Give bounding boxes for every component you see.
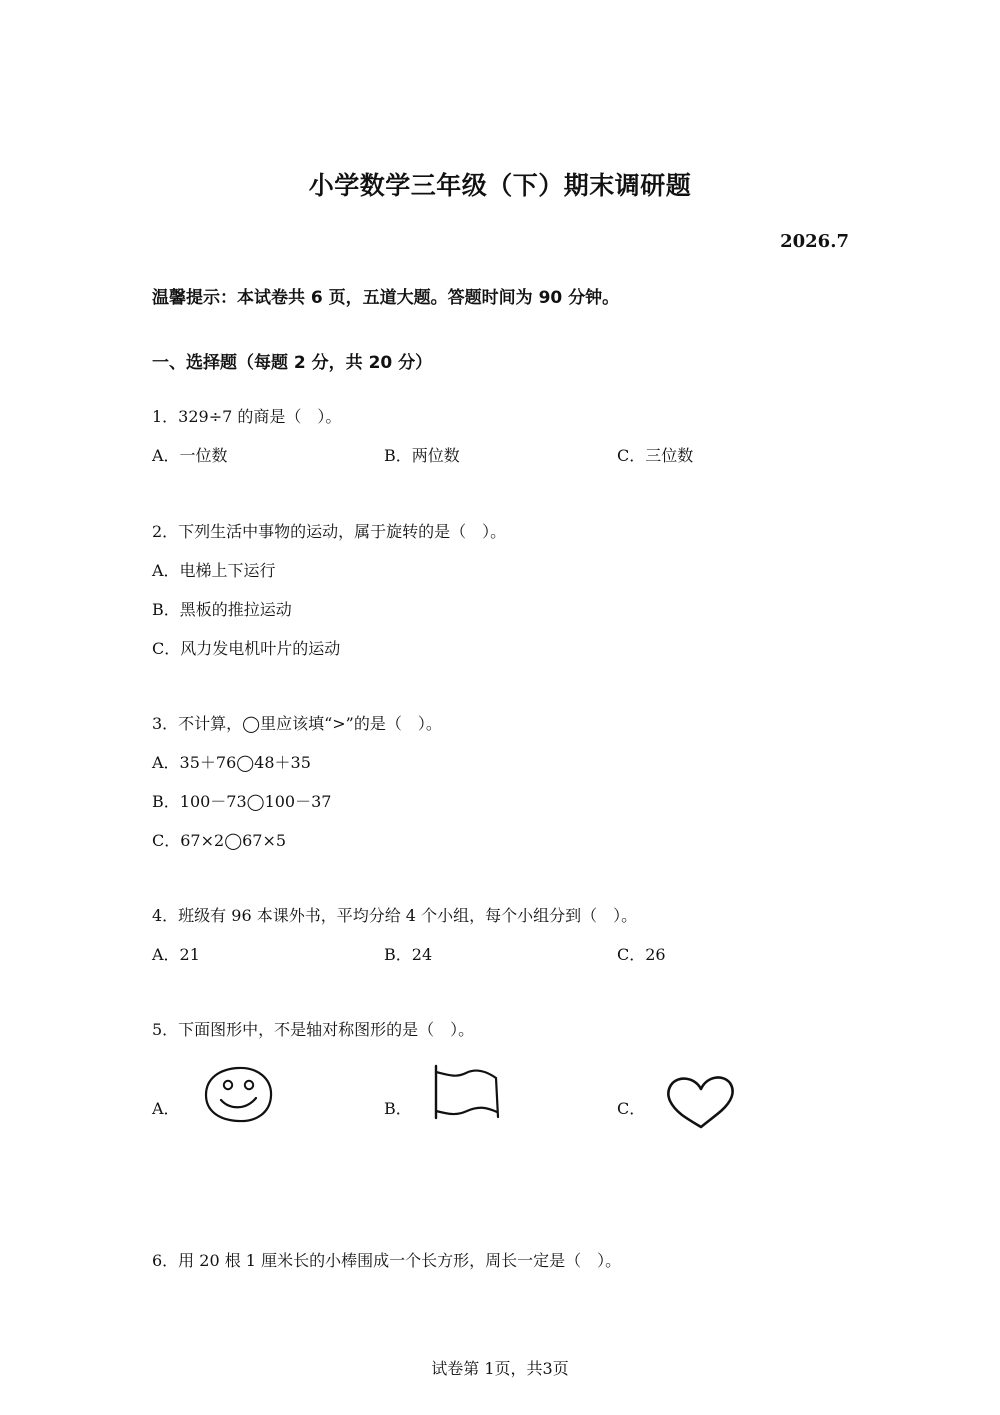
question-3-option-c: C．67×2◯67×5 — [152, 831, 287, 850]
question-6-stem: 6．用 20 根 1 厘米长的小棒围成一个长方形，周长一定是（ ）。 — [152, 1251, 622, 1270]
question-2-option-a: A．电梯上下运行 — [152, 561, 276, 580]
page-footer: 试卷第 1页，共3页 — [431, 1359, 569, 1378]
question-4-option-a: A．21 — [152, 945, 200, 964]
flag-icon — [430, 1062, 506, 1126]
question-1-option-b: B．两位数 — [384, 446, 460, 465]
section-heading-choice: 一、选择题（每题 2 分，共 20 分） — [152, 353, 433, 373]
question-3-option-b: B．100－73◯100－37 — [152, 792, 332, 811]
question-3-option-a: A．35＋76◯48＋35 — [152, 753, 311, 772]
question-4-option-c: C．26 — [617, 945, 666, 964]
question-4-stem: 4．班级有 96 本课外书，平均分给 4 个小组，每个小组分到（ ）。 — [152, 906, 638, 925]
exam-date: 2026.7 — [780, 231, 849, 252]
question-2-option-c: C．风力发电机叶片的运动 — [152, 639, 341, 658]
question-5-option-b: B． — [384, 1099, 412, 1118]
question-5-option-c: C． — [617, 1099, 646, 1118]
exam-title: 小学数学三年级（下）期末调研题 — [308, 171, 692, 200]
question-1-option-a: A．一位数 — [152, 446, 228, 465]
question-4-option-b: B．24 — [384, 945, 433, 964]
question-2-option-b: B．黑板的推拉运动 — [152, 600, 292, 619]
question-5-stem: 5．下面图形中，不是轴对称图形的是（ ）。 — [152, 1020, 475, 1039]
question-1-option-c: C．三位数 — [617, 446, 694, 465]
smiley-face-icon — [200, 1064, 278, 1126]
question-5-option-a: A． — [152, 1099, 180, 1118]
question-3-stem: 3．不计算，◯里应该填“>”的是（ ）。 — [152, 714, 442, 733]
heart-icon — [664, 1070, 738, 1132]
exam-tip: 温馨提示：本试卷共 6 页，五道大题。答题时间为 90 分钟。 — [152, 288, 620, 308]
question-1-stem: 1．329÷7 的商是（ ）。 — [152, 407, 342, 426]
question-2-stem: 2．下列生活中事物的运动，属于旋转的是（ ）。 — [152, 522, 507, 541]
